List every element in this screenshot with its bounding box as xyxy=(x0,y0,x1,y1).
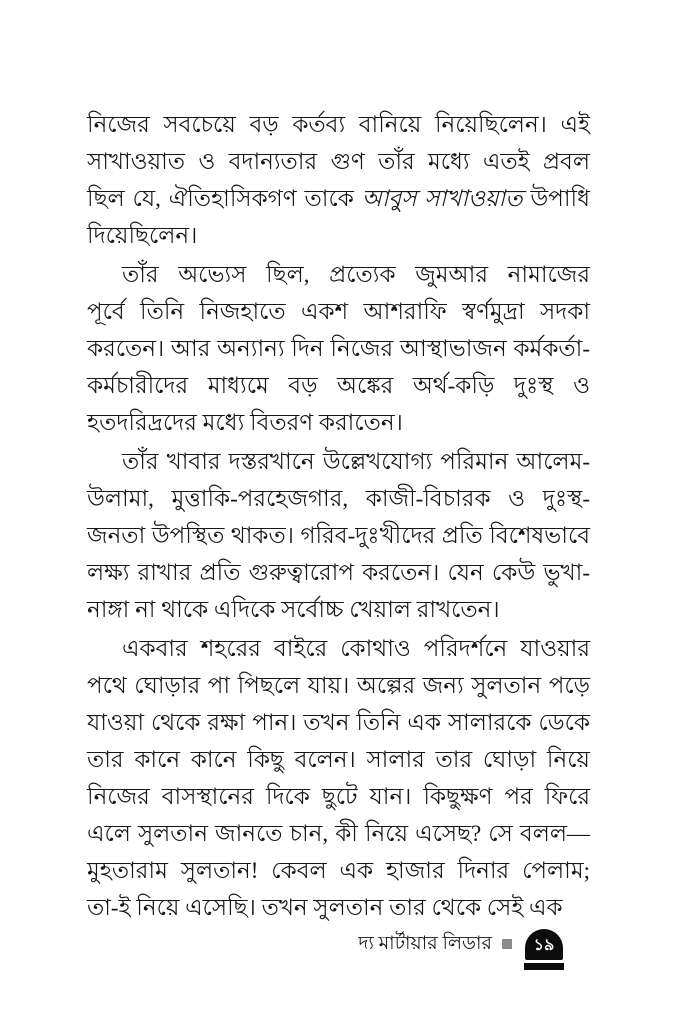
text-segment: তার কানে কানে কিছু বলেন। সালার তার ঘোড়া নিয়ে xyxy=(87,747,590,772)
text-segment: হতদরিদ্রদের মধ্যে বিতরণ করাতেন। xyxy=(87,410,403,435)
paragraph xyxy=(87,443,590,628)
text-line xyxy=(87,704,590,741)
text-line xyxy=(87,180,590,217)
text-line xyxy=(87,517,590,554)
paragraph xyxy=(87,106,590,254)
text-line xyxy=(87,330,590,367)
footer-book-title: দ্য মার্টায়ার লিডার xyxy=(358,933,492,954)
text-segment: উলামা, মুত্তাকি-পরহেজগার, কাজী-বিচারক ও দুঃস্থ- xyxy=(87,486,590,511)
text-segment: তা-ই নিয়ে এসেছি। তখন সুলতান তার থেকে সেই এক xyxy=(87,895,563,920)
text-line xyxy=(87,443,590,480)
text-line xyxy=(87,591,590,628)
text-segment: উপাধি xyxy=(522,186,591,211)
text-line xyxy=(87,293,590,330)
text-line xyxy=(87,852,590,889)
text-line xyxy=(87,630,590,667)
paragraph xyxy=(87,630,590,926)
text-line xyxy=(87,217,590,254)
text-line xyxy=(87,815,590,852)
text-line xyxy=(87,480,590,517)
text-line xyxy=(87,404,590,441)
page-number-bar-icon xyxy=(524,963,564,970)
page-number-badge xyxy=(524,929,564,970)
text-line xyxy=(87,143,590,180)
text-segment: ছিল যে, ঐতিহাসিকগণ তাকে xyxy=(87,186,362,211)
page-number: ১৯ xyxy=(533,936,555,954)
text-line xyxy=(87,367,590,404)
text-segment: জনতা উপস্থিত থাকত। গরিব-দুঃখীদের প্রতি বিশেষভাবে xyxy=(87,523,590,548)
text-segment: লক্ষ্য রাখার প্রতি গুরুত্বারোপ করতেন। যেন কেউ ভুখা- xyxy=(87,560,590,585)
text-segment: নিজের সবচেয়ে বড় কর্তব্য বানিয়ে নিয়েছিলেন। এই xyxy=(87,112,590,137)
text-segment: তাঁর খাবার দস্তরখানে উল্লেখযোগ্য পরিমান আলেম- xyxy=(122,449,590,474)
text-segment: করতেন। আর অন্যান্য দিন নিজের আস্থাভাজন কর্মকর্তা- xyxy=(87,336,590,361)
page-footer xyxy=(0,926,564,976)
text-segment: সাখাওয়াত ও বদান্যতার গুণ তাঁর মধ্যে এতই প্রবল xyxy=(87,149,590,174)
text-line xyxy=(87,256,590,293)
text-segment: যাওয়া থেকে রক্ষা পান। তখন তিনি এক সালারকে ডেকে xyxy=(87,710,590,735)
page-body xyxy=(87,106,590,928)
text-segment: পথে ঘোড়ার পা পিছলে যায়। অল্পের জন্য সুলতান পড়ে xyxy=(87,673,590,698)
footer-separator-square-icon xyxy=(502,939,512,949)
text-segment: এলে সুলতান জানতে চান, কী নিয়ে এসেছ? সে বলল— xyxy=(87,821,590,846)
text-segment: তাঁর অভ্যেস ছিল, প্রত্যেক জুমআর নামাজের xyxy=(122,262,590,287)
text-line xyxy=(87,889,590,926)
text-line xyxy=(87,741,590,778)
text-segment: একবার শহরের বাইরে কোথাও পরিদর্শনে যাওয়ার xyxy=(122,636,590,661)
text-line xyxy=(87,778,590,815)
paragraph xyxy=(87,256,590,441)
text-segment: পূর্বে তিনি নিজহাতে একশ আশরাফি স্বর্ণমুদ্রা সদকা xyxy=(87,299,590,324)
text-line xyxy=(87,667,590,704)
page-number-dome-icon xyxy=(525,929,563,960)
text-line xyxy=(87,106,590,143)
text-line xyxy=(87,554,590,591)
text-segment: নাঙ্গা না থাকে এদিকে সর্বোচ্চ খেয়াল রাখতেন। xyxy=(87,597,500,622)
text-segment: দিয়েছিলেন। xyxy=(87,223,198,248)
text-segment: মুহতারাম সুলতান! কেবল এক হাজার দিনার পেলাম; xyxy=(87,858,590,883)
italic-phrase: আবুস সাখাওয়াত xyxy=(361,186,523,211)
text-segment: নিজের বাসস্থানের দিকে ছুটে যান। কিছুক্ষণ পর ফিরে xyxy=(87,784,590,809)
text-segment: কর্মচারীদের মাধ্যমে বড় অঙ্কের অর্থ-কড়ি দুঃস্থ ও xyxy=(87,373,590,398)
